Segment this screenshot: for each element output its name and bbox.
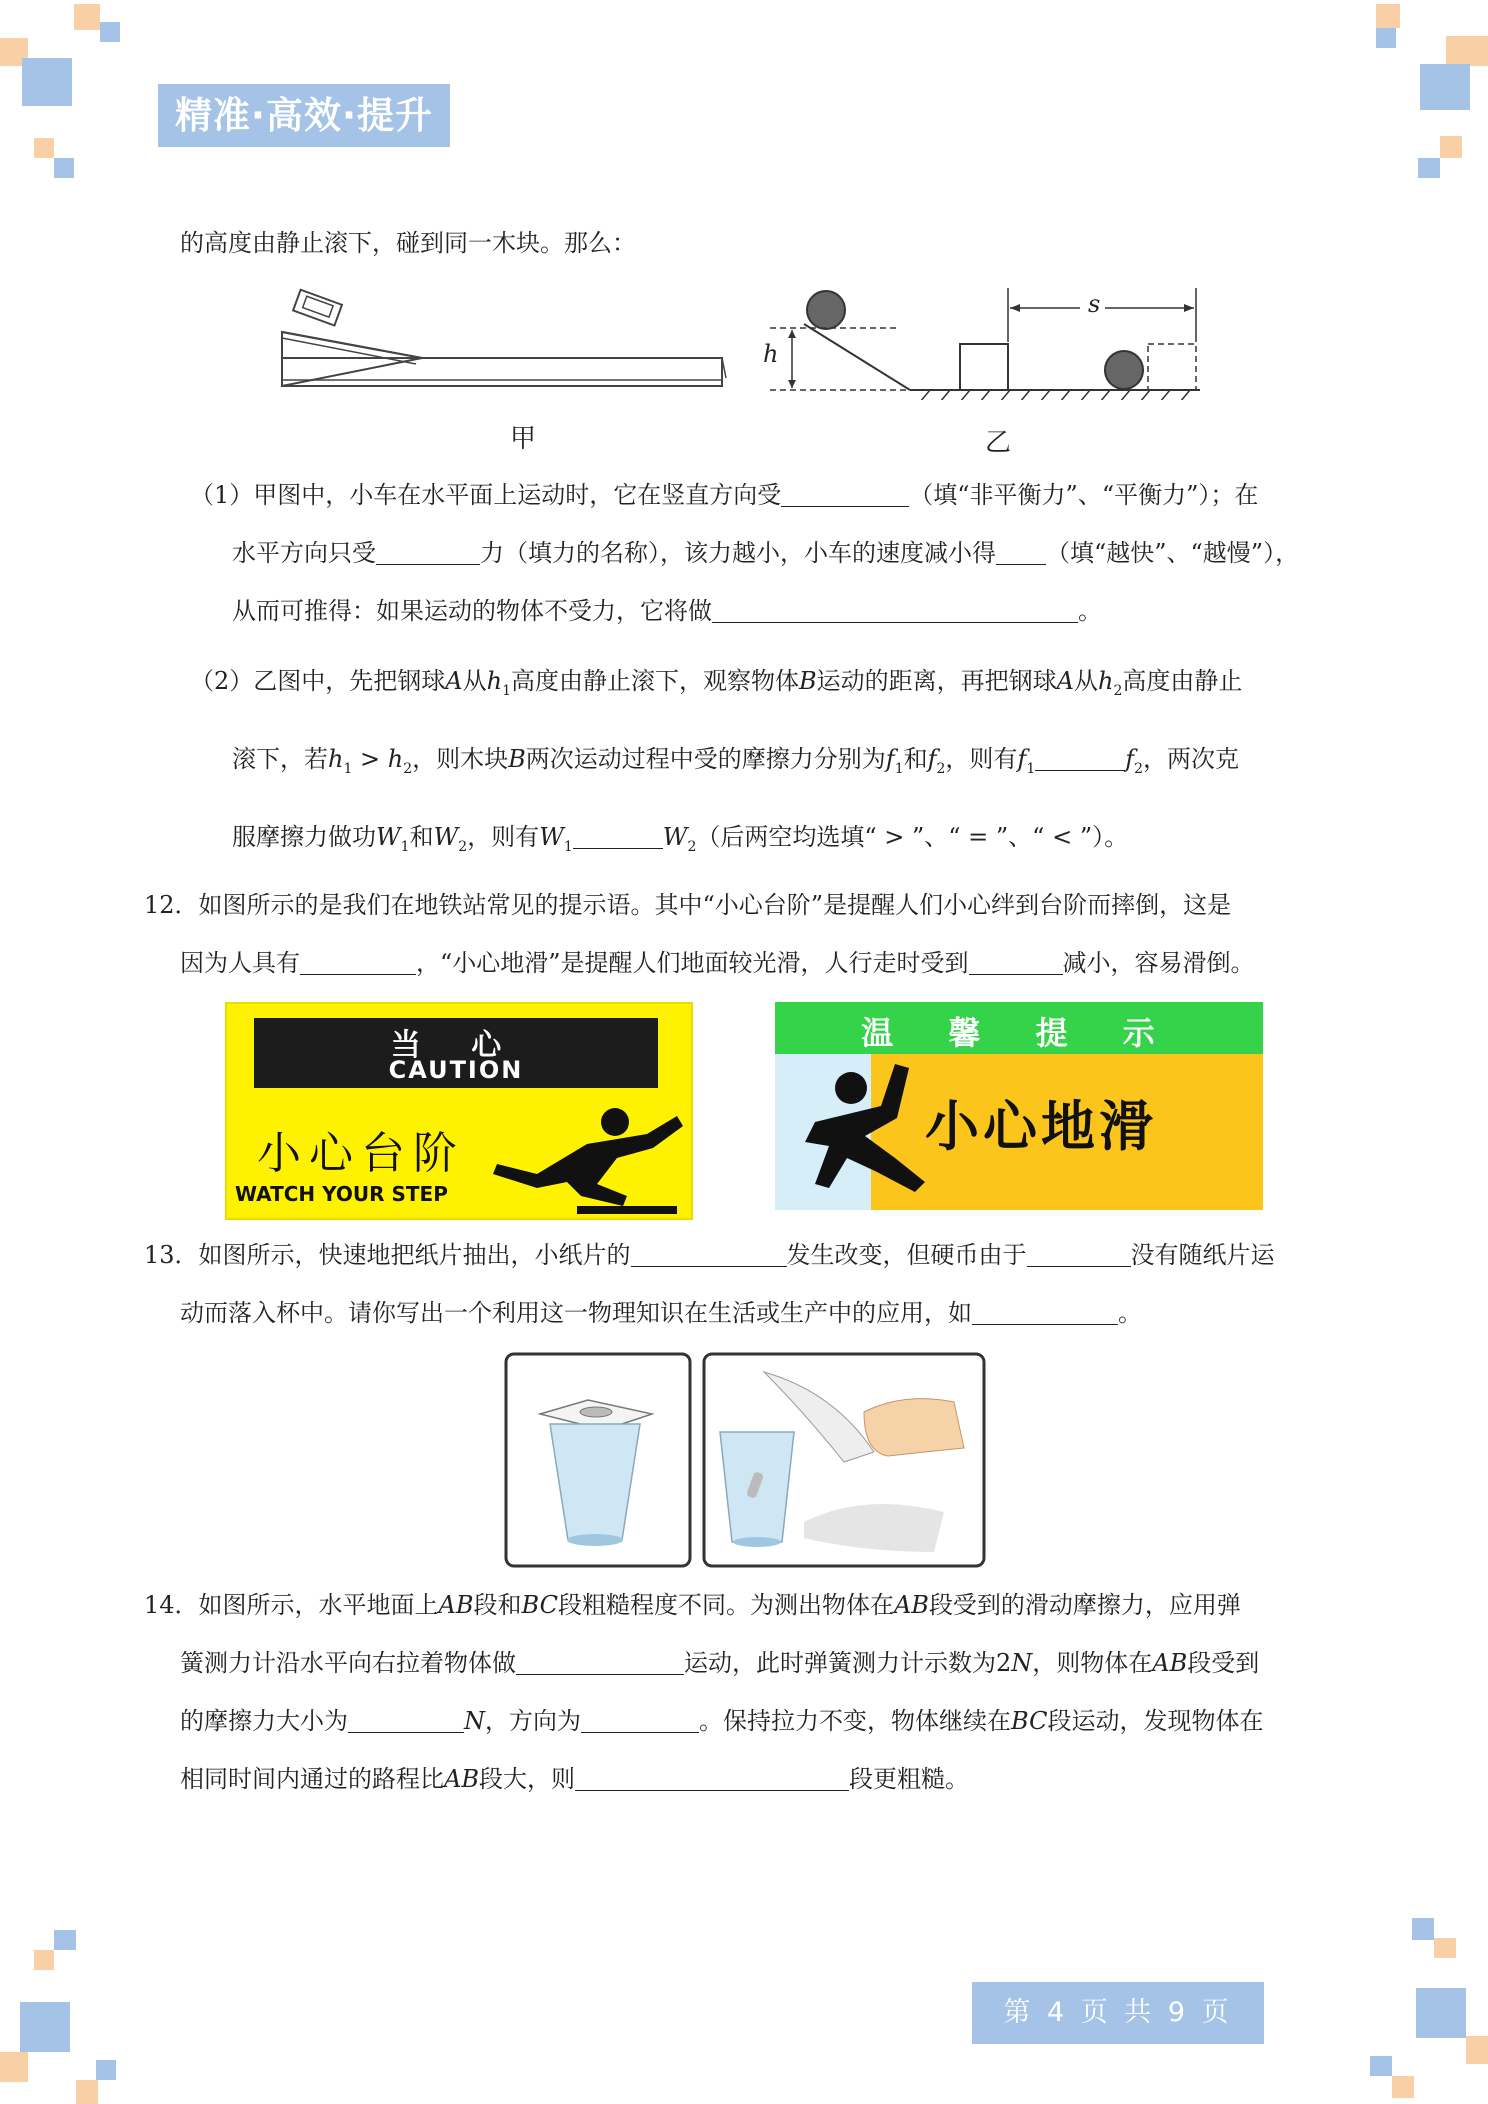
q11-figure-yi [760, 280, 1210, 400]
caution-step-sign [225, 1002, 693, 1220]
answer-blank[interactable] [781, 480, 909, 507]
sign-title: 温 馨 提 示 [861, 1014, 1177, 1052]
q11-intro: 的高度由静止滚下，碰到同一木块。那么： [180, 229, 636, 257]
q11-part2-line1: （2）乙图中，先把钢球A从$h_1$高度由静止滚下，观察物体B运动的距离，再把钢球A从$h_2$高度由静止 [190, 667, 1243, 699]
sign-main-text: 小心地滑 [925, 1095, 1157, 1158]
sign-main-text: 小心台阶 [257, 1128, 465, 1179]
answer-blank[interactable] [376, 538, 480, 565]
q11-figure-jia [276, 288, 736, 398]
sign-header-bar [254, 1018, 658, 1088]
answer-blank[interactable] [631, 1240, 787, 1267]
q12-line1: 12．如图所示的是我们在地铁站常见的提示语。其中“小心台阶”是提醒人们小心绊到台阶而摔倒，这是 [144, 891, 1232, 919]
sign-english-text: WATCH YOUR STEP [235, 1182, 448, 1206]
q11-part1-line1: （1）甲图中，小车在水平面上运动时，它在竖直方向受 （填“非平衡力”、“平衡力”）；在 [190, 481, 1259, 509]
tripping-person-icon [477, 1104, 687, 1214]
q13-line1: 13．如图所示，快速地把纸片抽出，小纸片的 发生改变，但硬币由于 没有随纸片运 [144, 1241, 1275, 1269]
answer-blank[interactable] [581, 1706, 699, 1733]
answer-blank[interactable] [972, 1298, 1118, 1325]
q11-part1-line2: 水平方向只受 力（填力的名称），该力越小，小车的速度减小得 （填“越快”、“越慢”）， [232, 539, 1300, 567]
answer-blank[interactable] [712, 596, 1078, 623]
q11-part2-line3: 服摩擦力做功$W_1$和$W_2$，则有$W_1$ $W_2$（后两空均选填“ > ”、“ = ”、“ < ”）。 [232, 823, 1129, 855]
q14-line3: 的摩擦力大小为 N，方向为 。保持拉力不变，物体继续在BC段运动，发现物体在 [180, 1707, 1264, 1735]
answer-blank[interactable] [573, 822, 663, 849]
answer-blank[interactable] [1035, 744, 1125, 771]
header-badge: 精准·高效·提升 [158, 84, 450, 147]
fig-label-h: h [763, 340, 779, 368]
sign-caution-text: CAUTION [388, 1056, 524, 1084]
coin-cup-inertia-figure [504, 1352, 986, 1570]
q14-line2: 簧测力计沿水平向右拉着物体做 运动，此时弹簧测力计示数为2N，则物体在AB段受到 [180, 1649, 1260, 1677]
sign-title: 当 心 [390, 1028, 522, 1063]
fig-label-s: s [1088, 290, 1101, 318]
answer-blank[interactable] [300, 948, 416, 975]
q11-part2-line2: 滚下，若$h_1 > h_2$，则木块B两次运动过程中受的摩擦力分别为$f_1$和$f_2$，则有$f_1$ $f_2$，两次克 [232, 745, 1240, 777]
answer-blank[interactable] [575, 1764, 849, 1791]
q14-line1: 14．如图所示，水平地面上AB段和BC段粗糙程度不同。为测出物体在AB段受到的滑动摩擦力，应用弹 [144, 1591, 1241, 1619]
q13-line2: 动而落入杯中。请你写出一个利用这一物理知识在生活或生产中的应用，如 。 [180, 1299, 1142, 1327]
slippery-floor-sign [775, 1002, 1263, 1210]
q14-line4: 相同时间内通过的路程比AB段大，则 段更粗糙。 [180, 1765, 969, 1793]
fig-label-yi: 乙 [985, 428, 1012, 458]
answer-blank[interactable] [1027, 1240, 1131, 1267]
answer-blank[interactable] [348, 1706, 464, 1733]
q12-line2: 因为人具有 ，“小心地滑”是提醒人们地面较光滑，人行走时受到 减小，容易滑倒。 [180, 949, 1255, 977]
page-number-badge: 第 4 页 共 9 页 [972, 1982, 1264, 2044]
slipping-person-icon [785, 1062, 945, 1202]
answer-blank[interactable] [516, 1648, 684, 1675]
answer-blank[interactable] [996, 538, 1046, 565]
fig-label-jia: 甲 [510, 424, 537, 454]
q11-part1-line3: 从而可推得：如果运动的物体不受力，它将做 。 [232, 597, 1102, 625]
answer-blank[interactable] [969, 948, 1063, 975]
